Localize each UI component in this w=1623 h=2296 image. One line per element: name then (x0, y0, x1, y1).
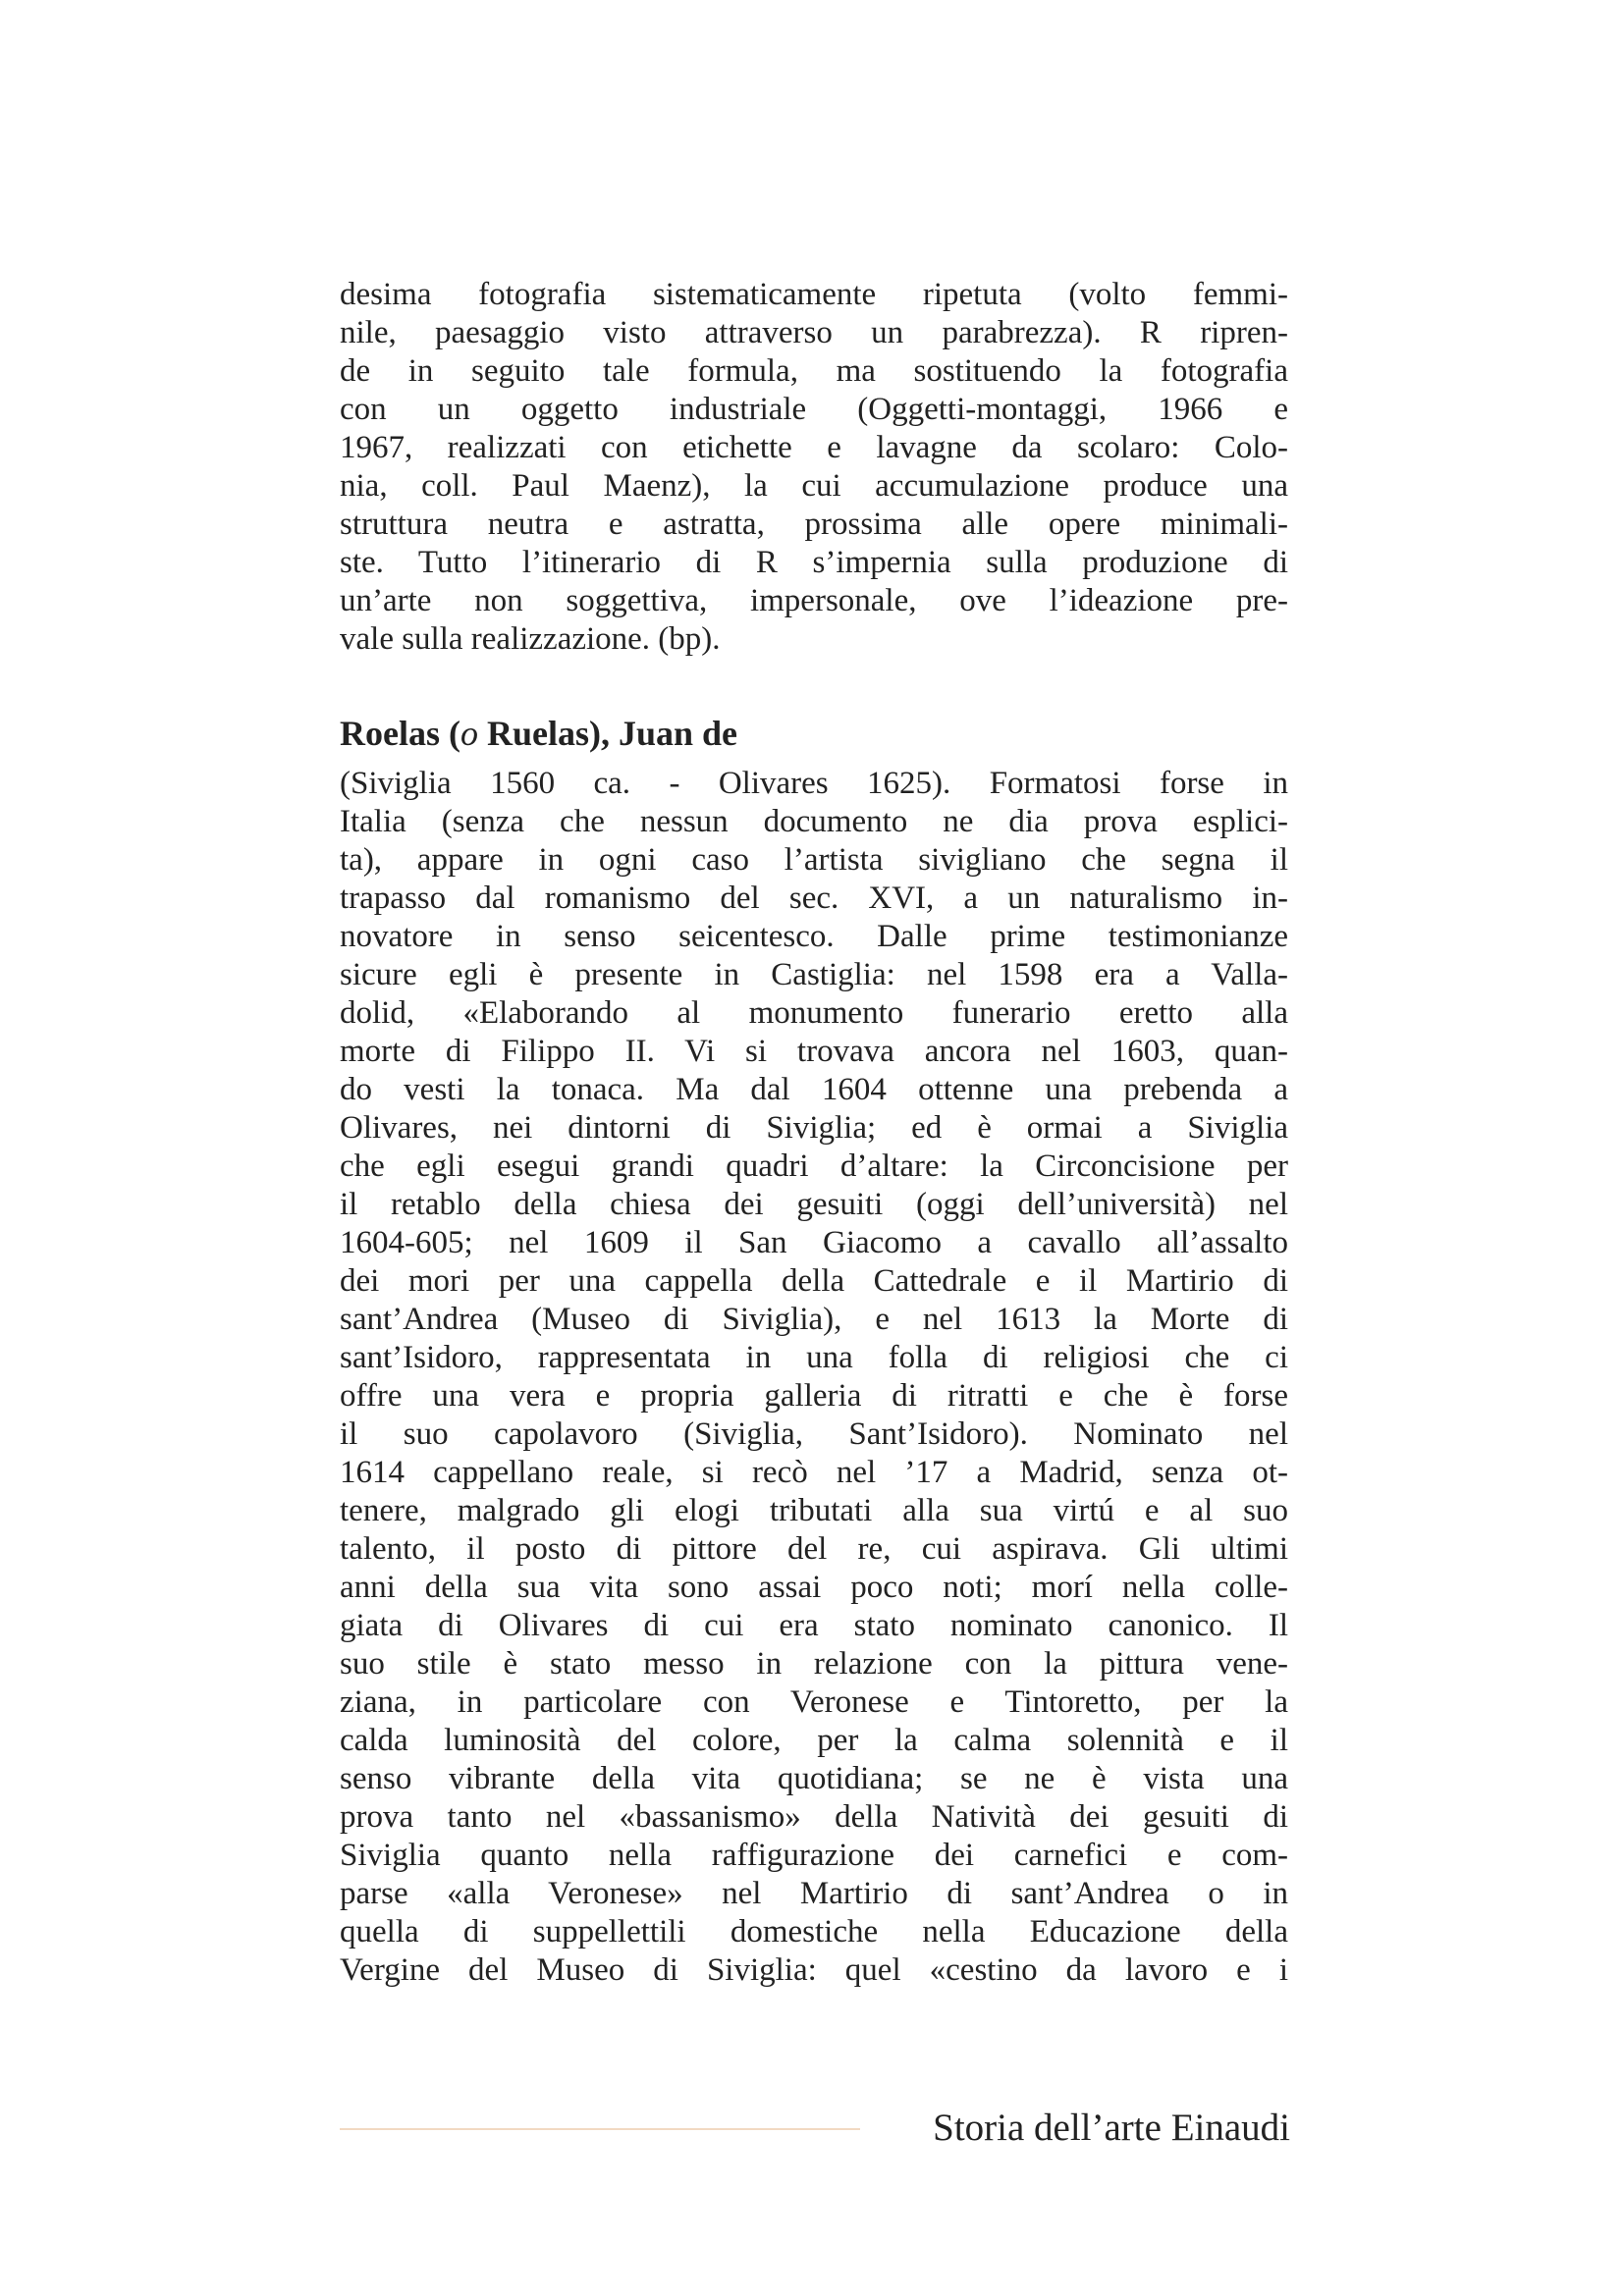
text-line: sant’Andrea (Museo di Siviglia), e nel 1613 la Morte di (340, 1302, 1288, 1337)
text-line: prova tanto nel «bassanismo» della Natività dei gesuiti di (340, 1799, 1288, 1835)
entry-heading-rest: Ruelas), Juan de (477, 714, 738, 753)
text-line: Italia (senza che nessun documento ne dia prova esplici- (340, 804, 1288, 839)
text-line: 1967, realizzati con etichette e lavagne da scolaro: Colo- (340, 430, 1288, 465)
text-line: novatore in senso seicentesco. Dalle prime testimonianze (340, 919, 1288, 954)
text-line: il retablo della chiesa dei gesuiti (oggi dell’università) nel (340, 1187, 1288, 1222)
text-line: Olivares, nei dintorni di Siviglia; ed è ormai a Siviglia (340, 1110, 1288, 1146)
text-line: 1604-605; nel 1609 il San Giacomo a cavallo all’assalto (340, 1225, 1288, 1260)
text-line: nile, paesaggio visto attraverso un parabrezza). R ripren- (340, 315, 1288, 350)
text-line: Vergine del Museo di Siviglia: quel «cestino da lavoro e i (340, 1952, 1288, 1988)
text-line: il suo capolavoro (Siviglia, Sant’Isidoro). Nominato nel (340, 1416, 1288, 1452)
text-line: Siviglia quanto nella raffigurazione dei carnefici e com- (340, 1838, 1288, 1873)
text-line: con un oggetto industriale (Oggetti-montaggi, 1966 e (340, 392, 1288, 427)
text-line: offre una vera e propria galleria di ritratti e che è forse (340, 1378, 1288, 1414)
text-line: senso vibrante della vita quotidiana; se ne è vista una (340, 1761, 1288, 1796)
text-line: un’arte non soggettiva, impersonale, ove l’ideazione pre- (340, 583, 1288, 618)
text-line: calda luminosità del colore, per la calma solennità e il (340, 1723, 1288, 1758)
entry-heading-alt-marker: o (460, 714, 478, 753)
text-line: struttura neutra e astratta, prossima alle opere minimali- (340, 507, 1288, 542)
text-line: quella di suppellettili domestiche nella Educazione della (340, 1914, 1288, 1949)
entry-heading-name: Roelas ( (340, 714, 460, 753)
text-line: ziana, in particolare con Veronese e Tintoretto, per la (340, 1684, 1288, 1720)
entry-body-text (340, 765, 1288, 1990)
text-line: sicure egli è presente in Castiglia: nel 1598 era a Valla- (340, 957, 1288, 992)
entry-continuation-text (340, 276, 1288, 659)
text-line: ta), appare in ogni caso l’artista sivigliano che segna il (340, 842, 1288, 878)
text-line: tenere, malgrado gli elogi tributati alla sua virtú e al suo (340, 1493, 1288, 1528)
text-line: anni della sua vita sono assai poco noti; morí nella colle- (340, 1570, 1288, 1605)
text-line: de in seguito tale formula, ma sostituendo la fotografia (340, 353, 1288, 389)
text-line: che egli esegui grandi quadri d’altare: la Circoncisione per (340, 1148, 1288, 1184)
text-line: talento, il posto di pittore del re, cui aspirava. Gli ultimi (340, 1531, 1288, 1567)
text-line: giata di Olivares di cui era stato nominato canonico. Il (340, 1608, 1288, 1643)
text-line: suo stile è stato messo in relazione con la pittura vene- (340, 1646, 1288, 1682)
text-line: sant’Isidoro, rappresentata in una folla di religiosi che ci (340, 1340, 1288, 1375)
text-line: morte di Filippo II. Vi si trovava ancora nel 1603, quan- (340, 1034, 1288, 1069)
text-line: (Siviglia 1560 ca. - Olivares 1625). Formatosi forse in (340, 766, 1288, 801)
text-line: trapasso dal romanismo del sec. XVI, a un naturalismo in- (340, 881, 1288, 916)
footer-title: Storia dell’arte Einaudi (933, 2107, 1290, 2149)
text-line: parse «alla Veronese» nel Martirio di sant’Andrea o in (340, 1876, 1288, 1911)
text-line: do vesti la tonaca. Ma dal 1604 ottenne una prebenda a (340, 1072, 1288, 1107)
text-line: nia, coll. Paul Maenz), la cui accumulazione produce una (340, 468, 1288, 504)
text-line: 1614 cappellano reale, si recò nel ’17 a Madrid, senza ot- (340, 1455, 1288, 1490)
text-line: dei mori per una cappella della Cattedrale e il Martirio di (340, 1263, 1288, 1299)
text-line: vale sulla realizzazione. (bp). (340, 621, 721, 657)
text-line: ste. Tutto l’itinerario di R s’impernia sulla produzione di (340, 545, 1288, 580)
entry-heading (340, 712, 1288, 755)
footer-rule (340, 2128, 860, 2130)
text-line: desima fotografia sistematicamente ripetuta (volto femmi- (340, 277, 1288, 312)
text-line: dolid, «Elaborando al monumento funerario eretto alla (340, 995, 1288, 1031)
